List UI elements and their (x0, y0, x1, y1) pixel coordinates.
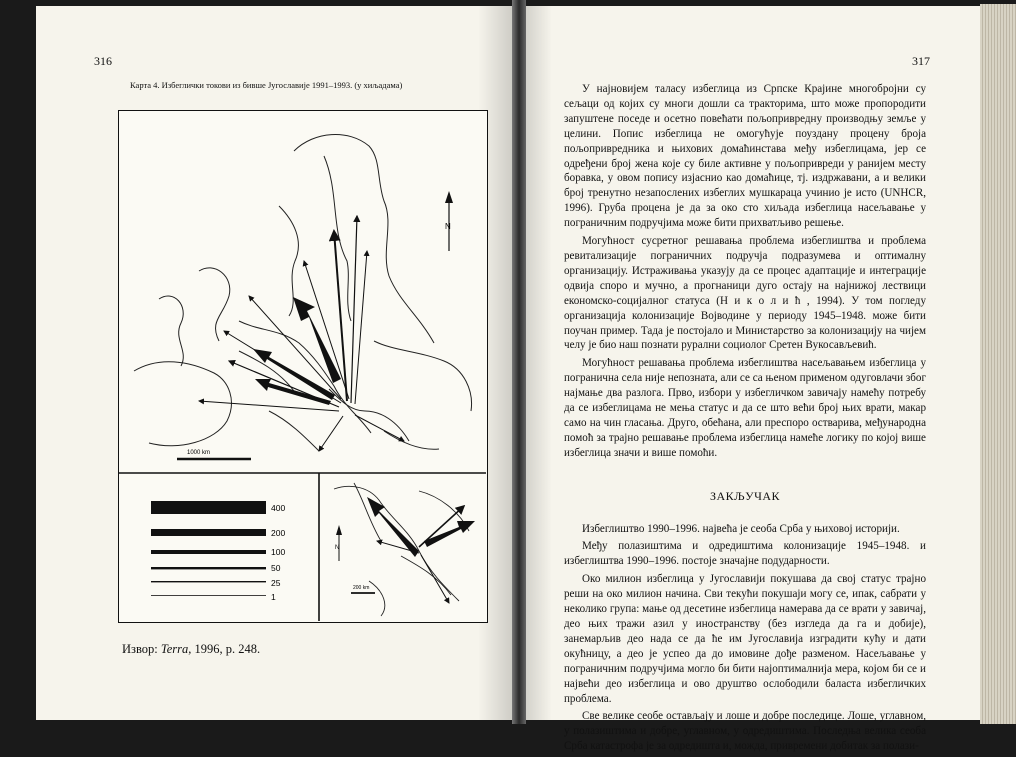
legend-bar-200 (151, 529, 266, 536)
north-arrow-main (445, 191, 453, 251)
page-edges (980, 4, 1016, 724)
svg-text:1000 km: 1000 km (187, 450, 211, 456)
section-heading: ЗАКЉУЧАК (709, 488, 781, 503)
svg-text:N: N (445, 222, 451, 231)
legend-bar-1 (151, 595, 266, 596)
svg-text:400: 400 (271, 503, 286, 513)
book-spine (512, 0, 526, 724)
svg-text:25: 25 (271, 578, 281, 588)
source-suffix: , 1996, p. 248. (188, 642, 261, 656)
source-title: Terra (160, 642, 189, 656)
map-source (122, 642, 260, 657)
right-page (526, 6, 980, 753)
europe-outline (134, 135, 472, 451)
inset-map (334, 483, 469, 616)
svg-text:1: 1 (271, 592, 276, 602)
svg-text:50: 50 (271, 563, 281, 573)
north-arrow-inset (335, 525, 342, 561)
svg-text:100: 100 (271, 547, 286, 557)
body-text (564, 82, 926, 757)
refugee-flow-map (118, 110, 488, 623)
source-prefix: Извор: (122, 642, 161, 656)
scale-bar-inset (351, 585, 375, 593)
paragraph: У најновијем таласу избеглица из Српске Крајине многобројни су сељаци од којих су многи дошли са тракторима, што може пропородити запуштене поседе и осетно повећати пољопривредну производњу земље у целини. Попис избеглица не омогућује поуздану процену броја пољопривредника и њихових домаћинстава међу избеглицама, јер се одређени број жена које су биле активне у пољопривреди у ранијем месту боравка, у овом попису изјаснио као домаћице, тј. издржавани, а и велики број тренутно незапослених избеглих мушкараца учинио је исто (UNHCR, 1996). Груба процена је да за око сто хиљада избеглица насељавање у пограничним подручјима може бити прихватљиво решење. (564, 83, 926, 230)
paragraph: Међу полазиштима и одредиштима колонизације 1945–1948. и избеглиштва 1990–1996. постоје значајне подударности. (564, 540, 926, 568)
gutter-shadow (526, 6, 552, 720)
inset-arrows (367, 497, 475, 603)
svg-text:N: N (335, 545, 340, 551)
legend-bar-50 (151, 567, 266, 569)
map-graphic (119, 111, 486, 621)
paragraph: Избеглиштво 1990–1996. највећа је сеоба Срба у њиховој историји. (582, 522, 900, 535)
legend-bar-25 (151, 581, 266, 582)
svg-text:200 km: 200 km (353, 585, 370, 591)
paragraph: Могућност решавања проблема избеглиштва насељавањем избеглица у погранична села није непозната, али се са њеном применом одуговлачи због најмање два разлога. Прво, избори у избегличком завичају намећу потребу да се избеглицама не мења статус и да се што већи број њих врати, макар само на чин гласања. Друго, обећана, али преспоро остварива, међународна помоћ за трајно решавање проблема избеглица намеће логику по којој више избеглица значи и више помоћи. (564, 357, 926, 459)
paragraph: Све велике сеобе остављају и лоше и добре последице. Лоше, углавном, у полазиштима и добре, углавном, у одредиштима. Последња велика сеоба Срба катастрофа је за одредишта и, можда, привремени добитак за полази- (564, 710, 926, 753)
map-caption: Карта 4. Избеглички токови из бивше Југославије 1991–1993. (у хиљадама) (130, 80, 403, 90)
flow-legend (151, 501, 285, 602)
paragraph: Око милион избеглица у Југославији покушава да свој статус трајно реши на око милион начина. Сви текући покушаји могу се, ипак, сабрати у неколико група: мање од десетине избеглица намерава да се врати у завичај, део њих тражи азил у иностранству (без изгледа да га и добије), занемарљив део нада се да ће им Југославија изградити кућу и дати окућницу, а део је успео да до имовине дође разменом. Насељавање у пограничним подручјима могло би бити најоптималнија мера, којом би се и највећи део избеглица и ово друштво ослободили баласта избегличких проблема. (564, 573, 926, 705)
page-number-left: 316 (94, 54, 112, 68)
svg-text:200: 200 (271, 528, 286, 538)
paragraph: Могућност сусретног решавања проблема избеглиштва и проблема ревитализације пограничних подручја подразумева и оптималну организацију. Истраживања указују да се процес адаптације и интеграције одвија споро и мучно, а прогнаници дуго остају на најнижој лествици економско-социјалног статуса (Н и к о л и ћ , 1994). У том погледу организација колонизације Војводине у периоду 1945–1948. може бити поучан пример. Тада је постојало и Министарство за колонизацију на чијем челу је био наш познати рурални социолог Сретен Вукосављевић. (564, 235, 926, 352)
legend-bar-400 (151, 501, 266, 514)
left-page (36, 6, 512, 720)
legend-bar-100 (151, 550, 266, 554)
scale-bar-main (177, 450, 251, 459)
page-number-right: 317 (912, 54, 930, 68)
